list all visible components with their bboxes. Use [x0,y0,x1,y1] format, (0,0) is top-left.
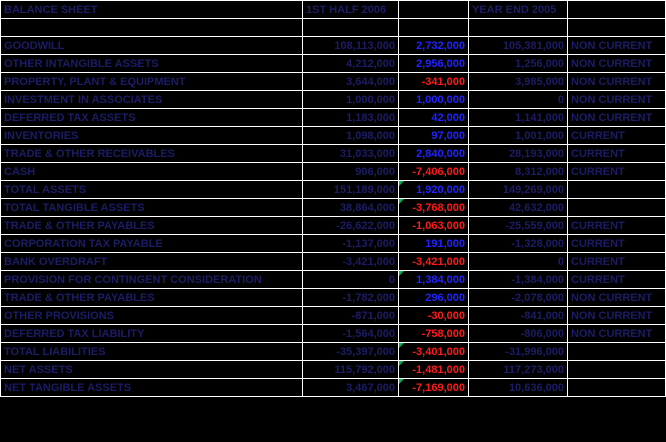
table-body [1,19,666,397]
cell-change[interactable]: -758,000 [399,325,469,343]
header-row [1,1,666,19]
cell-classification[interactable]: NON CURRENT [568,73,666,91]
error-indicator-icon [399,379,404,384]
cell-year-end[interactable]: 0 [469,253,568,271]
cell-year-end[interactable]: -1,384,000 [469,271,568,289]
cell-first-half[interactable]: 1,183,000 [303,109,399,127]
cell-change[interactable]: -3,401,000 [399,343,469,361]
cell-classification[interactable]: CURRENT [568,217,666,235]
error-indicator-icon [399,343,404,348]
cell-classification[interactable] [568,181,666,199]
table-row [1,343,666,361]
cell-year-end[interactable]: 10,636,000 [469,379,568,397]
cell-label[interactable]: TRADE & OTHER RECEIVABLES [1,145,303,163]
error-indicator-icon [399,271,404,276]
cell-change[interactable] [399,19,469,37]
cell-label[interactable]: CASH [1,163,303,181]
cell-year-end[interactable]: -841,000 [469,307,568,325]
table-row [1,379,666,397]
cell-first-half[interactable]: 906,000 [303,163,399,181]
cell-first-half[interactable]: 115,792,000 [303,361,399,379]
cell-classification[interactable]: NON CURRENT [568,307,666,325]
cell-change[interactable]: 2,732,000 [399,37,469,55]
cell-year-end[interactable]: -1,328,000 [469,235,568,253]
cell-label[interactable]: DEFERRED TAX ASSETS [1,109,303,127]
cell-label[interactable]: GOODWILL [1,37,303,55]
cell-year-end[interactable]: 1,256,000 [469,55,568,73]
cell-label[interactable]: CORPORATION TAX PAYABLE [1,235,303,253]
cell-year-end[interactable]: 28,193,000 [469,145,568,163]
cell-change[interactable]: 97,000 [399,127,469,145]
cell-change[interactable]: 191,000 [399,235,469,253]
cell-year-end[interactable] [469,19,568,37]
cell-label[interactable]: INVENTORIES [1,127,303,145]
cell-change[interactable]: 2,956,000 [399,55,469,73]
cell-first-half[interactable]: 4,212,000 [303,55,399,73]
cell-change[interactable]: -30,000 [399,307,469,325]
cell-first-half[interactable]: 31,033,000 [303,145,399,163]
table-row [1,199,666,217]
cell-label[interactable]: NET TANGIBLE ASSETS [1,379,303,397]
cell-classification[interactable]: NON CURRENT [568,37,666,55]
cell-change[interactable]: 296,000 [399,289,469,307]
cell-classification[interactable]: CURRENT [568,163,666,181]
cell-classification[interactable]: NON CURRENT [568,325,666,343]
cell-label[interactable]: TOTAL TANGIBLE ASSETS [1,199,303,217]
header-cell-balance-sheet[interactable]: BALANCE SHEET [1,1,303,19]
cell-change[interactable]: 1,000,000 [399,91,469,109]
cell-change[interactable]: -7,169,000 [399,379,469,397]
cell-classification[interactable] [568,19,666,37]
cell-first-half[interactable]: 1,098,000 [303,127,399,145]
cell-change[interactable]: 1,920,000 [399,181,469,199]
cell-year-end[interactable]: -31,996,000 [469,343,568,361]
table-row [1,181,666,199]
cell-label[interactable]: BANK OVERDRAFT [1,253,303,271]
table-row [1,289,666,307]
cell-label[interactable]: OTHER PROVISIONS [1,307,303,325]
cell-change[interactable]: -341,000 [399,73,469,91]
cell-change[interactable]: -1,063,000 [399,217,469,235]
cell-change[interactable]: 42,000 [399,109,469,127]
cell-classification[interactable]: NON CURRENT [568,289,666,307]
cell-classification[interactable]: NON CURRENT [568,109,666,127]
table-row [1,235,666,253]
table-row [1,253,666,271]
cell-first-half[interactable]: -35,397,000 [303,343,399,361]
cell-first-half[interactable]: -1,782,000 [303,289,399,307]
error-indicator-icon [399,361,404,366]
cell-classification[interactable]: NON CURRENT [568,91,666,109]
cell-label[interactable]: TRADE & OTHER PAYABLES [1,217,303,235]
cell-year-end[interactable]: 105,381,000 [469,37,568,55]
header-cell-first-half-2006[interactable]: 1ST HALF 2006 [303,1,399,19]
cell-label[interactable]: NET ASSETS [1,361,303,379]
table-row [1,73,666,91]
cell-classification[interactable] [568,199,666,217]
table-row [1,325,666,343]
cell-year-end[interactable]: 3,985,000 [469,73,568,91]
cell-classification[interactable]: CURRENT [568,271,666,289]
table-row [1,55,666,73]
cell-year-end[interactable]: -806,000 [469,325,568,343]
cell-first-half[interactable]: -26,622,000 [303,217,399,235]
table-row [1,127,666,145]
cell-classification[interactable] [568,379,666,397]
cell-year-end[interactable]: 1,141,000 [469,109,568,127]
table-row [1,307,666,325]
cell-change[interactable]: -3,421,000 [399,253,469,271]
cell-label[interactable]: DEFERRED TAX LIABILITY [1,325,303,343]
cell-label[interactable]: TRADE & OTHER PAYABLES [1,289,303,307]
cell-change[interactable]: 2,840,000 [399,145,469,163]
table-row [1,217,666,235]
cell-first-half[interactable]: 0 [303,271,399,289]
error-indicator-icon [399,199,404,204]
cell-label[interactable]: PROPERTY, PLANT & EQUIPMENT [1,73,303,91]
table-row [1,37,666,55]
cell-year-end[interactable]: 0 [469,91,568,109]
cell-year-end[interactable]: 149,269,000 [469,181,568,199]
cell-change[interactable]: -7,406,000 [399,163,469,181]
cell-change[interactable]: -1,481,000 [399,361,469,379]
cell-label[interactable]: TOTAL ASSETS [1,181,303,199]
cell-label[interactable]: TOTAL LIABILITIES [1,343,303,361]
table-row [1,91,666,109]
cell-classification[interactable]: CURRENT [568,253,666,271]
cell-year-end[interactable]: 1,001,000 [469,127,568,145]
cell-classification[interactable] [568,361,666,379]
cell-first-half[interactable]: 108,113,000 [303,37,399,55]
header-cell-classification[interactable] [568,1,666,19]
error-indicator-icon [399,181,404,186]
cell-first-half[interactable]: -1,137,000 [303,235,399,253]
cell-label[interactable]: PROVISION FOR CONTINGENT CONSIDERATION [1,271,303,289]
cell-classification[interactable]: CURRENT [568,127,666,145]
cell-classification[interactable]: NON CURRENT [568,55,666,73]
cell-year-end[interactable]: -2,078,000 [469,289,568,307]
table-row [1,163,666,181]
cell-year-end[interactable]: 42,632,000 [469,199,568,217]
cell-first-half[interactable]: 3,467,000 [303,379,399,397]
table-row [1,109,666,127]
cell-label[interactable]: INVESTMENT IN ASSOCIATES [1,91,303,109]
cell-classification[interactable]: CURRENT [568,235,666,253]
cell-classification[interactable]: CURRENT [568,145,666,163]
cell-year-end[interactable]: 117,273,000 [469,361,568,379]
cell-label[interactable]: OTHER INTANGIBLE ASSETS [1,55,303,73]
cell-first-half[interactable] [303,19,399,37]
cell-year-end[interactable]: 8,312,000 [469,163,568,181]
cell-first-half[interactable]: -3,421,000 [303,253,399,271]
spacer-row [1,19,666,37]
cell-classification[interactable] [568,343,666,361]
cell-first-half[interactable]: -871,000 [303,307,399,325]
cell-first-half[interactable]: -1,564,000 [303,325,399,343]
table-row [1,271,666,289]
table-row [1,145,666,163]
cell-change[interactable]: 1,384,000 [399,271,469,289]
header-cell-year-end-2005[interactable]: YEAR END 2005 [469,1,568,19]
cell-year-end[interactable]: -25,559,000 [469,217,568,235]
cell-first-half[interactable]: 3,644,000 [303,73,399,91]
cell-first-half[interactable]: 151,189,000 [303,181,399,199]
cell-first-half[interactable]: 1,000,000 [303,91,399,109]
cell-label[interactable] [1,19,303,37]
cell-first-half[interactable]: 38,864,000 [303,199,399,217]
cell-change[interactable]: -3,768,000 [399,199,469,217]
header-cell-change[interactable] [399,1,469,19]
table-row [1,361,666,379]
